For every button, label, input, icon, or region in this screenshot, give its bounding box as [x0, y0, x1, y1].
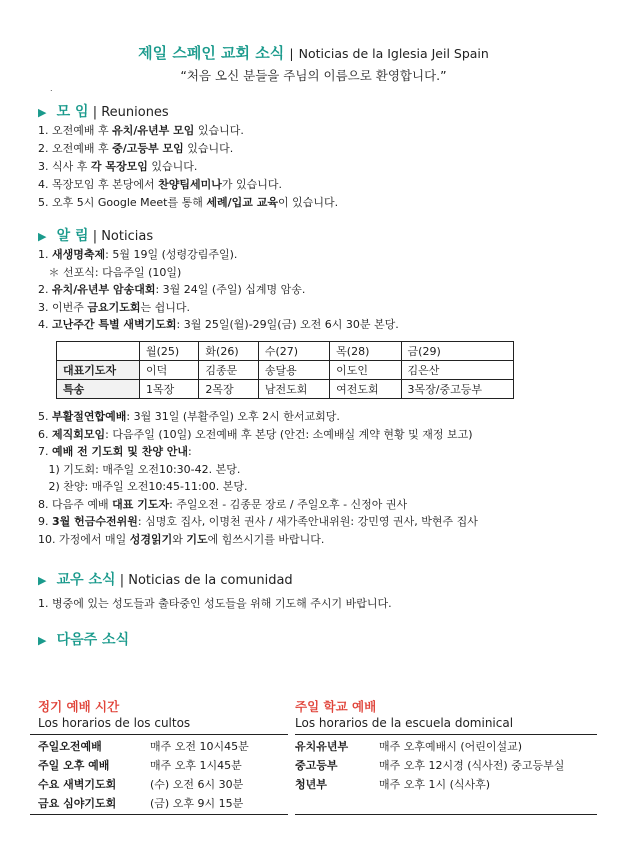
divider	[30, 734, 288, 735]
cultos-title: 정기 예배 시간	[38, 699, 120, 714]
table-cell: 이도인	[330, 361, 401, 380]
list-item	[38, 281, 305, 297]
table-day-cell: 목(28)	[330, 342, 401, 361]
section-title-es: | Noticias	[92, 229, 154, 244]
list-item	[38, 426, 473, 442]
item-bold-text: 대표 기도자	[112, 497, 170, 511]
section-title-ko: 모 임	[56, 104, 89, 120]
schedule-label: 중고등부	[295, 759, 338, 772]
schedule-row	[38, 776, 243, 792]
item-bold-text: 제직회모임	[52, 427, 106, 441]
item-text: 식사 후	[52, 160, 91, 173]
schedule-time: 매주 오후 1시 (식사후)	[379, 778, 491, 791]
item-text: 1.	[38, 124, 52, 137]
item-bold-text: 부활절연합예배	[52, 410, 127, 423]
schedule-label: 주일 오후 예배	[38, 759, 110, 772]
schedule-row	[38, 757, 242, 773]
table-day-cell: 금(29)	[401, 342, 513, 361]
list-item	[38, 299, 190, 315]
schedule-label: 주일오전예배	[38, 740, 102, 753]
item-text: 10.	[38, 532, 59, 546]
section-header-reuniones	[38, 101, 169, 121]
section-title-es: | Noticias de la comunidad	[119, 573, 293, 588]
section-title-ko: 교우 소식	[56, 572, 116, 588]
item-bold-text: 세례/입교 교육	[206, 196, 278, 209]
triangle-icon: ▶	[38, 106, 47, 119]
escuela-subtitle: Los horarios de la escuela dominical	[295, 716, 514, 730]
table-cell: 김종문	[199, 361, 258, 380]
section-header-noticias	[38, 225, 153, 245]
item-text: 6.	[38, 427, 52, 441]
item-text: : 다음주일 (10일) 오전예배 후 본당 (안건: 소예배실 계약 현황 및 재정 보고)	[105, 427, 473, 441]
stray-dot: .	[50, 84, 53, 93]
item-text: 7.	[38, 445, 52, 458]
schedule-time: (수) 오전 6시 30분	[150, 778, 244, 791]
section-title-ko: 다음주 소식	[56, 632, 130, 648]
item-text: 있습니다.	[183, 142, 234, 155]
item-text: : 3월 31일 (부활주일) 오후 2시 한서교회당.	[126, 410, 340, 423]
item-text: 오후 5시 Google Meet를 통해	[52, 196, 207, 209]
schedule-time: (금) 오후 9시 15분	[150, 797, 244, 810]
table-day-cell: 월(25)	[140, 342, 199, 361]
item-text: 2.	[38, 142, 52, 155]
list-item	[38, 461, 240, 477]
schedule-time: 매주 오후 12시경 (식사전) 중고등부실	[379, 759, 565, 772]
table-header-row	[57, 342, 514, 361]
schedule-row	[295, 738, 522, 754]
item-text: 4.	[38, 318, 52, 331]
table-corner-cell	[57, 342, 140, 361]
item-text: 9.	[38, 515, 52, 528]
item-text: 다음주 예배	[52, 497, 113, 511]
section-header-proxima	[38, 629, 129, 649]
item-text: 가 있습니다.	[221, 178, 283, 191]
item-text: 8.	[38, 497, 52, 511]
title-korean: 제일 스페인 교회 소식	[138, 44, 285, 62]
item-text: 3.	[38, 300, 52, 314]
item-text: 5.	[38, 410, 52, 423]
schedule-label: 금요 심야기도회	[38, 797, 117, 810]
table-day-cell: 화(26)	[199, 342, 258, 361]
item-text: 와	[172, 532, 187, 546]
item-bold-text: 예배 전 기도회 및 찬양 안내	[52, 445, 189, 458]
table-cell: 송달용	[258, 361, 329, 380]
escuela-title: 주일 학교 예배	[295, 699, 377, 714]
table-row	[57, 361, 514, 380]
item-text: 이번주	[52, 300, 88, 314]
list-item	[38, 408, 340, 424]
list-item	[38, 496, 407, 512]
item-text: 에 힘쓰시기를 바랍니다.	[207, 532, 325, 546]
item-text: 가정에서 매일	[59, 532, 130, 546]
item-bold-text: 고난주간 특별 새벽기도회	[52, 318, 177, 331]
list-item	[38, 531, 324, 547]
item-text: 오전예배 후	[52, 124, 113, 137]
item-bold-text: 유치/유년부 모임	[112, 124, 195, 137]
item-bold-text: 기도	[186, 532, 208, 546]
list-item	[38, 194, 338, 210]
item-text: 4.	[38, 178, 52, 191]
cultos-subtitle: Los horarios de los cultos	[38, 716, 191, 730]
schedule-label: 수요 새벽기도회	[38, 778, 117, 791]
triangle-icon: ▶	[38, 230, 47, 243]
triangle-icon: ▶	[38, 634, 47, 647]
item-bold-text: 유치/유년부 암송대회	[52, 283, 156, 296]
table-cell: 여전도회	[330, 380, 401, 399]
item-text: 있습니다.	[194, 124, 244, 137]
item-text: : 5월 19일 (성령강림주일).	[105, 248, 238, 261]
item-text: 병중에 있는 성도들과 출타중인 성도들을 위해 기도해 주시기 바랍니다.	[52, 597, 392, 610]
schedule-label: 유치유년부	[295, 740, 349, 753]
schedule-row	[38, 738, 249, 754]
item-text: 목장모임 후 본당에서	[52, 178, 159, 191]
item-text: 오전예배 후	[52, 142, 113, 155]
item-text: 있습니다.	[147, 160, 198, 173]
item-text: 1.	[38, 597, 52, 610]
list-item	[38, 246, 237, 262]
list-item	[38, 140, 233, 156]
item-text: 2.	[38, 283, 52, 296]
item-text: 1) 기도회: 매주일 오전10:30-42. 본당.	[38, 462, 241, 476]
item-bold-text: 금요기도회	[87, 300, 141, 314]
schedule-label: 청년부	[295, 778, 327, 791]
item-text: : 주일오전 - 김종문 장로 / 주일오후 - 신정아 권사	[169, 497, 408, 511]
list-item	[38, 158, 197, 174]
item-text: 3.	[38, 160, 52, 173]
item-text: : 심명호 집사, 이명천 권사 / 새가족안내위원: 강민영 권사, 박현주 집사	[137, 515, 478, 528]
item-text: 이 있습니다.	[277, 196, 339, 209]
list-item	[38, 513, 478, 529]
item-bold-text: 찬양팀세미나	[158, 178, 222, 191]
list-item	[38, 443, 192, 459]
welcome-message: “처음 오신 분들을 주님의 이름으로 환영합니다.”	[180, 68, 447, 83]
item-bold-text: 3월 헌금수전위원	[52, 515, 138, 528]
table-cell: 2목장	[199, 380, 258, 399]
item-text: 5.	[38, 196, 52, 209]
triangle-icon: ▶	[38, 574, 47, 587]
table-row-label: 특송	[57, 380, 140, 399]
title-spanish: Noticias de la Iglesia Jeil Spain	[298, 46, 489, 61]
list-item	[38, 176, 282, 192]
item-text: :	[188, 445, 192, 458]
table-cell: 3목장/중고등부	[401, 380, 513, 399]
schedule-time: 매주 오후예배시 (어린이설교)	[379, 740, 523, 753]
section-title-ko: 알 림	[56, 228, 89, 244]
item-text: 2) 찬양: 매주일 오전10:45-11:00. 본당.	[38, 480, 248, 493]
list-item	[38, 316, 399, 332]
divider	[295, 734, 597, 735]
bulletin-title	[0, 42, 627, 63]
item-text: ＊ 선포식: 다음주일 (10일)	[38, 265, 182, 279]
list-item	[38, 264, 181, 280]
list-item	[38, 595, 392, 611]
section-header-comunidad	[38, 569, 293, 589]
schedule-time: 매주 오후 1시45분	[150, 759, 242, 772]
divider	[30, 814, 288, 815]
table-day-cell: 수(27)	[258, 342, 329, 361]
item-text: : 3월 25일(월)-29일(금) 오전 6시 30분 본당.	[176, 318, 399, 331]
title-separator: |	[289, 46, 294, 61]
table-cell: 김은산	[401, 361, 513, 380]
section-title-es: | Reuniones	[92, 105, 169, 120]
list-item	[38, 478, 247, 494]
table-cell: 남전도회	[258, 380, 329, 399]
table-cell: 이덕	[140, 361, 199, 380]
schedule-row	[295, 757, 564, 773]
item-bold-text: 각 목장모임	[90, 160, 148, 173]
prayer-schedule-table	[56, 341, 514, 399]
table-row-label: 대표기도자	[57, 361, 140, 380]
schedule-time: 매주 오전 10시45분	[150, 740, 249, 753]
schedule-row	[38, 795, 243, 811]
table-cell: 1목장	[140, 380, 199, 399]
item-text: : 3월 24일 (주일) 십계명 암송.	[155, 283, 306, 296]
item-bold-text: 새생명축제	[52, 248, 106, 261]
item-bold-text: 중/고등부 모임	[112, 142, 184, 155]
item-text: 1.	[38, 248, 52, 261]
table-row	[57, 380, 514, 399]
divider	[295, 814, 597, 815]
list-item	[38, 122, 244, 138]
item-text: 는 쉽니다.	[140, 300, 191, 314]
item-bold-text: 성경읽기	[129, 532, 173, 546]
schedule-row	[295, 776, 490, 792]
